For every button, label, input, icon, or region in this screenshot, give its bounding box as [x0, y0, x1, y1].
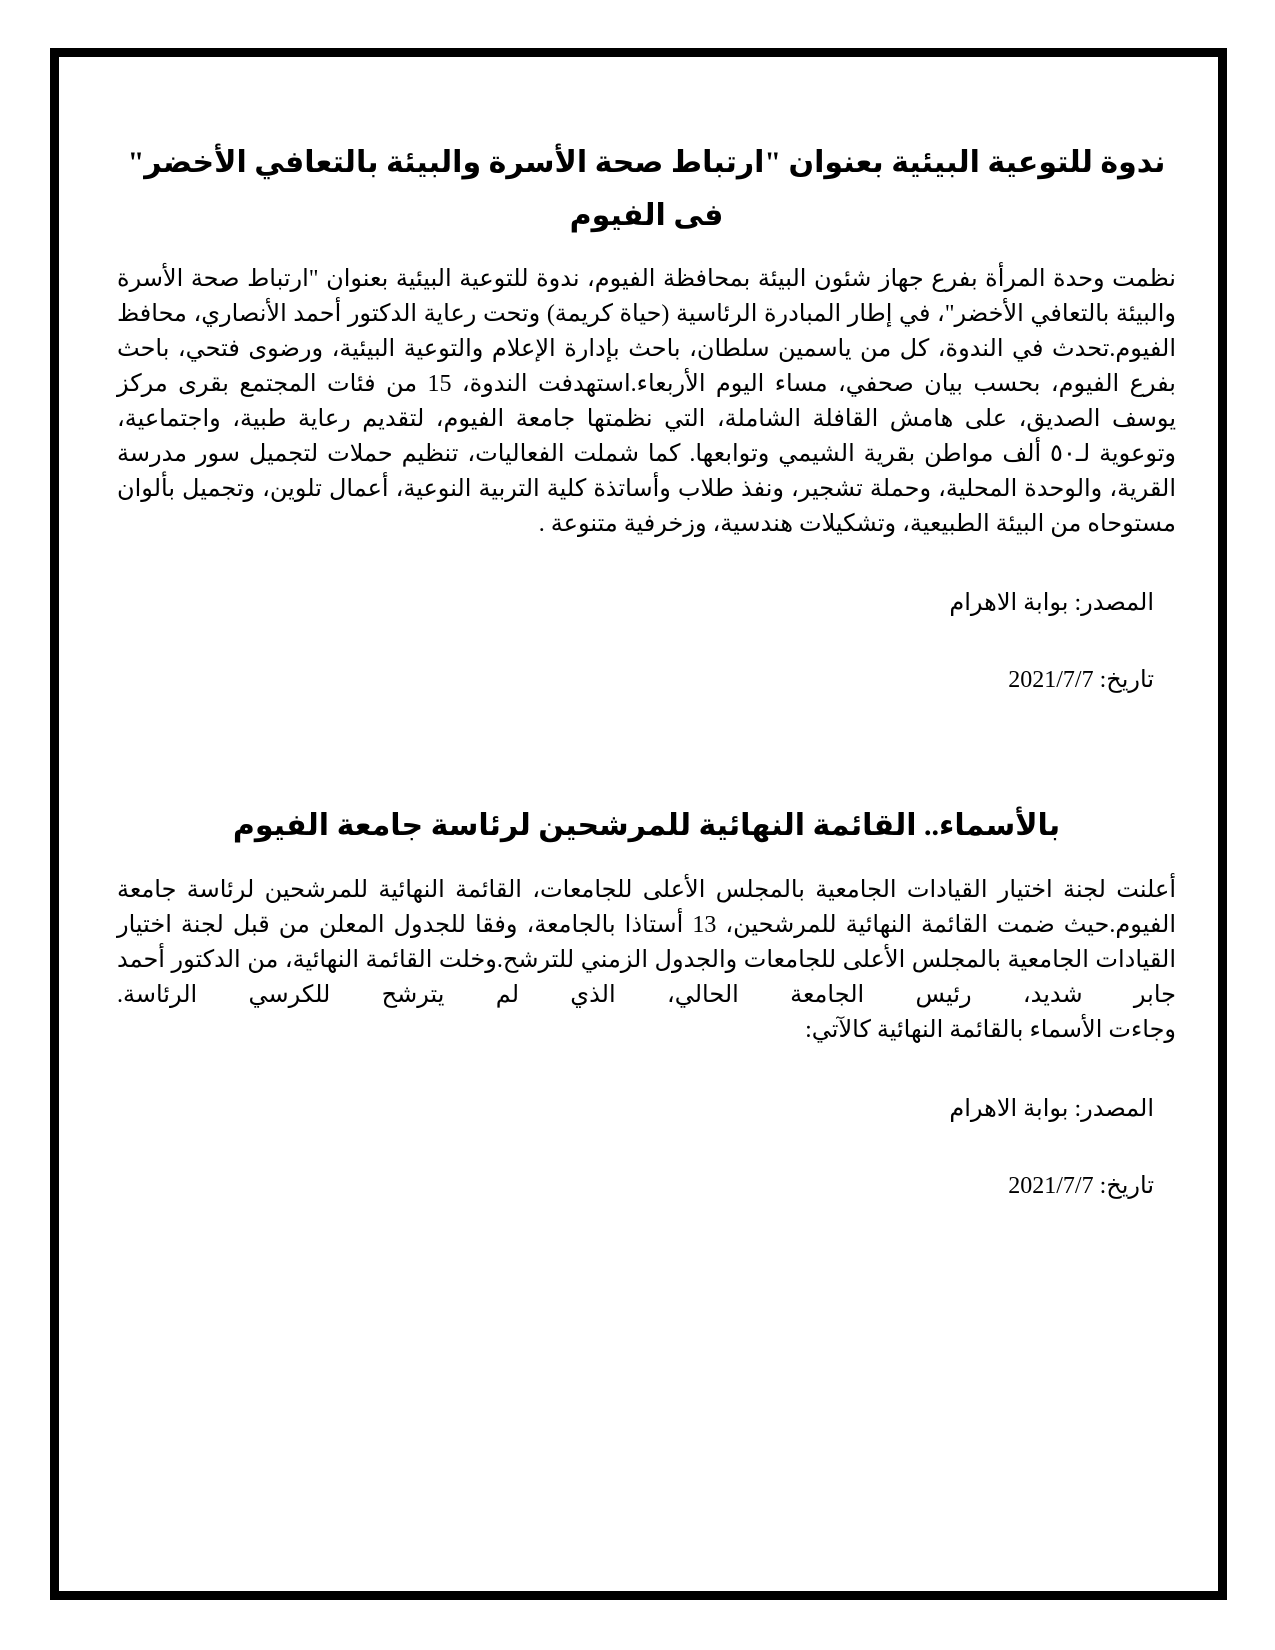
date-line: تاريخ: 2021/7/7	[1008, 667, 1154, 694]
article-second	[117, 800, 1176, 1202]
article-title: ندوة للتوعية البيئية بعنوان "ارتباط صحة الأسرة والبيئة بالتعافي الأخضر" فى الفيوم	[127, 146, 1166, 232]
article-body	[117, 873, 1176, 1048]
source-line: المصدر: بوابة الاهرام	[949, 1095, 1154, 1122]
article-body-main: أعلنت لجنة اختيار القيادات الجامعية بالمجلس الأعلى للجامعات، القائمة النهائية للمرشحين لرئاسة جامعة الفيوم.حيث ضمت القائمة النهائية للمرشحين، 13 أستاذا بالجامعة، وفقا للجدول المعلن من قبل لجنة اختيار القيادات الجامعية بالمجلس الأعلى للجامعات والجدول الزمني للترشح.وخلت القائمة النهائية، من الدكتور أحمد جابر شديد، رئيس الجامعة الحالي، الذي لم يترشح للكرسي الرئاسة.	[117, 876, 1177, 1008]
document-page-border	[50, 48, 1227, 1600]
document-content	[59, 57, 1218, 1202]
date-line: تاريخ: 2021/7/7	[1008, 1173, 1154, 1200]
source-line: المصدر: بوابة الاهرام	[949, 590, 1154, 616]
article-body-tail: وجاءت الأسماء بالقائمة النهائية كالآتي:	[805, 1016, 1176, 1043]
article-first	[117, 137, 1176, 696]
article-title: بالأسماء.. القائمة النهائية للمرشحين لرئاسة جامعة الفيوم	[232, 809, 1061, 843]
article-body: نظمت وحدة المرأة بفرع جهاز شئون البيئة بمحافظة الفيوم، ندوة للتوعية البيئية بعنوان "ارتباط صحة الأسرة والبيئة بالتعافي الأخضر"، في إطار المبادرة الرئاسية (حياة كريمة) وتحت رعاية الدكتور أحمد الأنصاري، محافظ الفيوم.تحدث في الندوة، كل من ياسمين سلطان، باحث بإدارة الإعلام والتوعية البيئية، ورضوى فتحي، باحث بفرع الفيوم، بحسب بيان صحفي، مساء اليوم الأربعاء.استهدفت الندوة، 15 من فئات المجتمع بقرى مركز يوسف الصديق، على هامش القافلة الشاملة، التي نظمتها جامعة الفيوم، لتقديم رعاية طبية، واجتماعية، وتوعوية لـ٥٠ ألف مواطن بقرية الشيمي وتوابعها. كما شملت الفعاليات، تنظيم حملات لتجميل سور مدرسة القرية، والوحدة المحلية، وحملة تشجير، ونفذ طلاب وأساتذة كلية التربية النوعية، أعمال تلوين، وتجميل بألوان مستوحاه من البيئة الطبيعية، وتشكيلات هندسية، وزخرفية متنوعة .	[117, 266, 1176, 537]
